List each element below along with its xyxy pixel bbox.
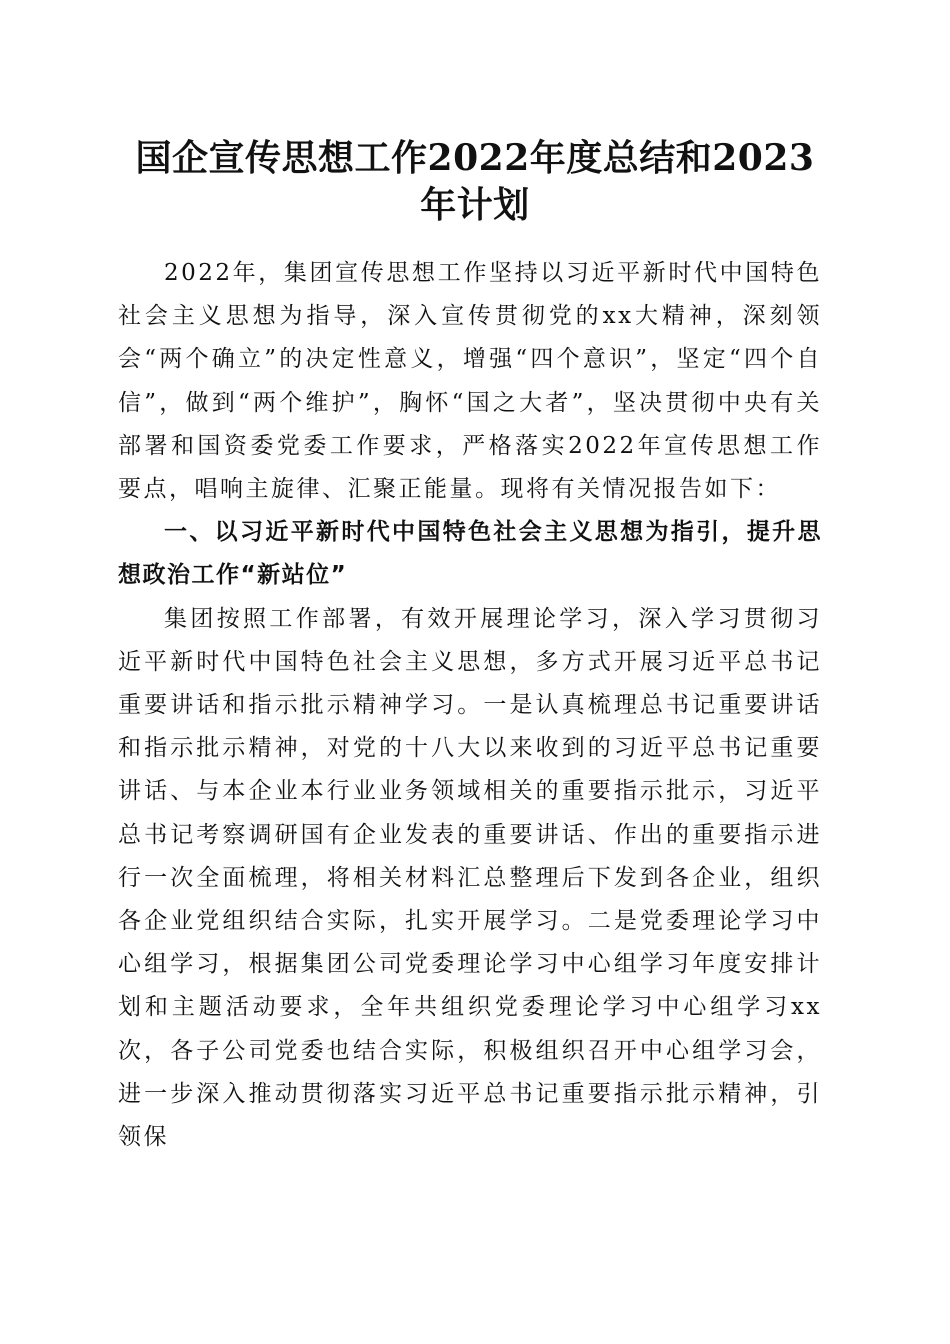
section-1-heading: 一、以习近平新时代中国特色社会主义思想为指引，提升思想政治工作“新站位” — [118, 519, 822, 589]
document-title: 国企宣传思想工作2022年度总结和2023年计划 — [135, 137, 815, 226]
document-body — [118, 252, 822, 1159]
section-1-paragraph: 集团按照工作部署，有效开展理论学习，深入学习贯彻习近平新时代中国特色社会主义思想，多方式开展习近平总书记重要讲话和指示批示精神学习。一是认真梳理总书记重要讲话和指示批示精神，对党的十八大以来收到的习近平总书记重要讲话、与本企业本行业业务领域相关的重要指示批示，习近平总书记考察调研国有企业发表的重要讲话、作出的重要指示进行一次全面梳理，将相关材料汇总整理后下发到各企业，组织各企业党组织结合实际，扎实开展学习。二是党委理论学习中心组学习，根据集团公司党委理论学习中心组学习年度安排计划和主题活动要求，全年共组织党委理论学习中心组学习xx次，各子公司党委也结合实际，积极组织召开中心组学习会，进一步深入推动贯彻落实习近平总书记重要指示批示精神，引领保 — [118, 605, 822, 1151]
intro-paragraph: 2022年，集团宣传思想工作坚持以习近平新时代中国特色社会主义思想为指导，深入宣传贯彻党的xx大精神，深刻领会“两个确立”的决定性意义，增强“四个意识”，坚定“四个自信”，做到“两个维护”，胸怀“国之大者”，坚决贯彻中央有关部署和国资委党委工作要求，严格落实2022年宣传思想工作要点，唱响主旋律、汇聚正能量。现将有关情况报告如下： — [118, 260, 822, 503]
